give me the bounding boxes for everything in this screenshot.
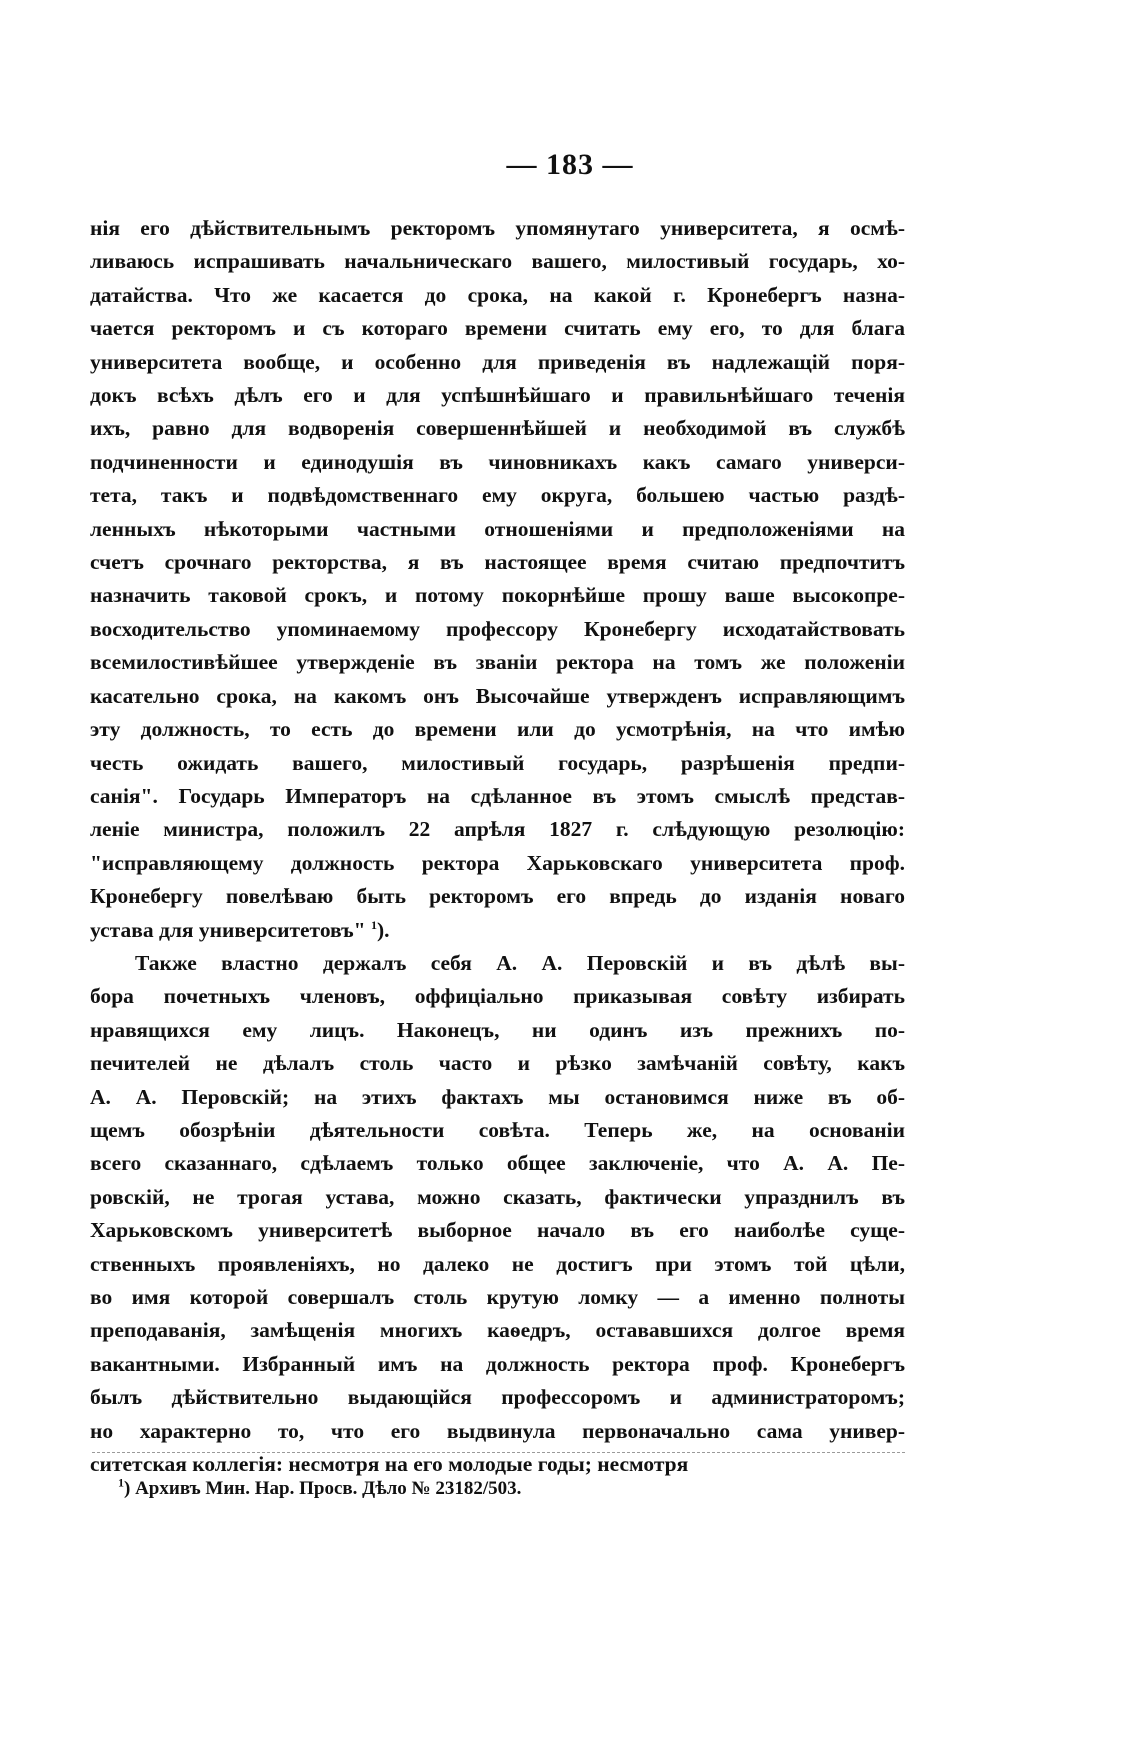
text-line: Также властно держалъ себя А. А. Перовскій и въ дѣлѣ вы-: [135, 950, 905, 975]
text-line: ливаюсь испрашивать начальническаго вашего, милостивый государь, хо-: [90, 249, 905, 274]
text-line: ровскій, не трогая устава, можно сказать, фактически упразднилъ въ: [90, 1184, 905, 1209]
text-line: всего сказаннаго, сдѣлаемъ только общее заключеніе, что А. А. Пе-: [90, 1151, 905, 1176]
text-line: преподаванія, замѣщенія многихъ каѳедръ, остававшихся долгое время: [90, 1318, 905, 1343]
text-line: нія его дѣйствительнымъ ректоромъ упомянутаго университета, я осмѣ-: [90, 216, 905, 240]
text-line: университета вообще, и особенно для приведенія въ надлежащій поря-: [90, 349, 905, 374]
text-line: датайства. Что же касается до срока, на какой г. Кронебергъ назна-: [90, 282, 905, 307]
text-line: счетъ срочнаго ректорства, я въ настоящее время считаю предпочтитъ: [90, 550, 905, 575]
text-line: всемилостивѣйшее утвержденіе въ званіи ректора на томъ же положеніи: [90, 650, 905, 675]
text-line: нравящихся ему лицъ. Наконецъ, ни одинъ изъ прежнихъ по-: [90, 1017, 905, 1042]
text-line: тета, такъ и подвѣдомственнаго ему округа, большею частью раздѣ-: [90, 483, 905, 508]
body-text: [90, 212, 905, 1481]
footnote-rule: [92, 1452, 905, 1453]
text-line: во имя которой совершалъ столь крутую ломку — а именно полноты: [90, 1285, 905, 1309]
text-line: щемъ обозрѣніи дѣятельности совѣта. Теперь же, на основаніи: [90, 1117, 905, 1142]
footnote-text: ) Архивъ Мин. Нар. Просв. Дѣло № 23182/503.: [124, 1478, 522, 1499]
text-line: но характерно то, что его выдвинула первоначально сама универ-: [90, 1418, 905, 1443]
text-fragment: ).: [376, 917, 390, 942]
text-line: санія". Государь Императоръ на сдѣланное въ этомъ смыслѣ представ-: [90, 783, 905, 808]
paragraph: [90, 947, 905, 1482]
text-line: ситетская коллегія: несмотря на его молодые годы; несмотря: [90, 1452, 689, 1477]
footnote-reference: 1: [370, 917, 377, 932]
text-line: Кронебергу повелѣваю быть ректоромъ его впредь до изданія новаго: [90, 884, 905, 909]
text-fragment: устава для университетовъ": [90, 917, 366, 942]
text-line: касательно срока, на какомъ онъ Высочайше утвержденъ исправляющимъ: [90, 683, 905, 708]
paragraph: [90, 212, 905, 947]
text-line: чается ректоромъ и съ котораго времени считать ему его, то для блага: [90, 316, 905, 341]
text-line: назначить таковой срокъ, и потому покорнѣйше прошу ваше высокопре-: [90, 583, 905, 608]
text-line: [90, 914, 905, 947]
text-line: былъ дѣйствительно выдающійся профессоромъ и администраторомъ;: [90, 1385, 905, 1410]
text-line: докъ всѣхъ дѣлъ его и для успѣшнѣйшаго и правильнѣйшаго теченія: [90, 383, 905, 408]
text-line: ихъ, равно для водворенія совершеннѣйшей и необходимой въ службѣ: [90, 416, 905, 441]
text-line: вакантными. Избранный имъ на должность ректора проф. Кронебергъ: [90, 1351, 905, 1376]
text-line: ственныхъ проявленіяхъ, но далеко не достигъ при этомъ той цѣли,: [90, 1251, 905, 1276]
footnote: [118, 1475, 898, 1500]
text-line: бора почетныхъ членовъ, оффиціально приказывая совѣту избирать: [90, 984, 905, 1009]
text-line: "исправляющему должность ректора Харьковскаго университета проф.: [90, 850, 905, 875]
text-line: честь ожидать вашего, милостивый государь, разрѣшенія предпи-: [90, 750, 905, 775]
text-line: А. А. Перовскій; на этихъ фактахъ мы остановимся ниже въ об-: [90, 1084, 905, 1109]
page-number: — 183 —: [506, 148, 634, 181]
footnote-marker: 1: [118, 1475, 124, 1490]
text-line: Харьковскомъ университетѣ выборное начало въ его наиболѣе суще-: [90, 1218, 905, 1243]
text-line: печителей не дѣлалъ столь часто и рѣзко замѣчаній совѣту, какъ: [90, 1051, 905, 1076]
text-line: леніе министра, положилъ 22 апрѣля 1827 г. слѣдующую резолюцію:: [90, 817, 905, 842]
text-line: подчиненности и единодушія въ чиновникахъ какъ самаго универси-: [90, 449, 905, 474]
text-line: ленныхъ нѣкоторыми частными отношеніями и предположеніями на: [90, 516, 905, 541]
text-line: эту должность, то есть до времени или до усмотрѣнія, на что имѣю: [90, 717, 905, 742]
text-line: восходительство упоминаемому профессору Кронебергу исходатайствовать: [90, 616, 905, 641]
